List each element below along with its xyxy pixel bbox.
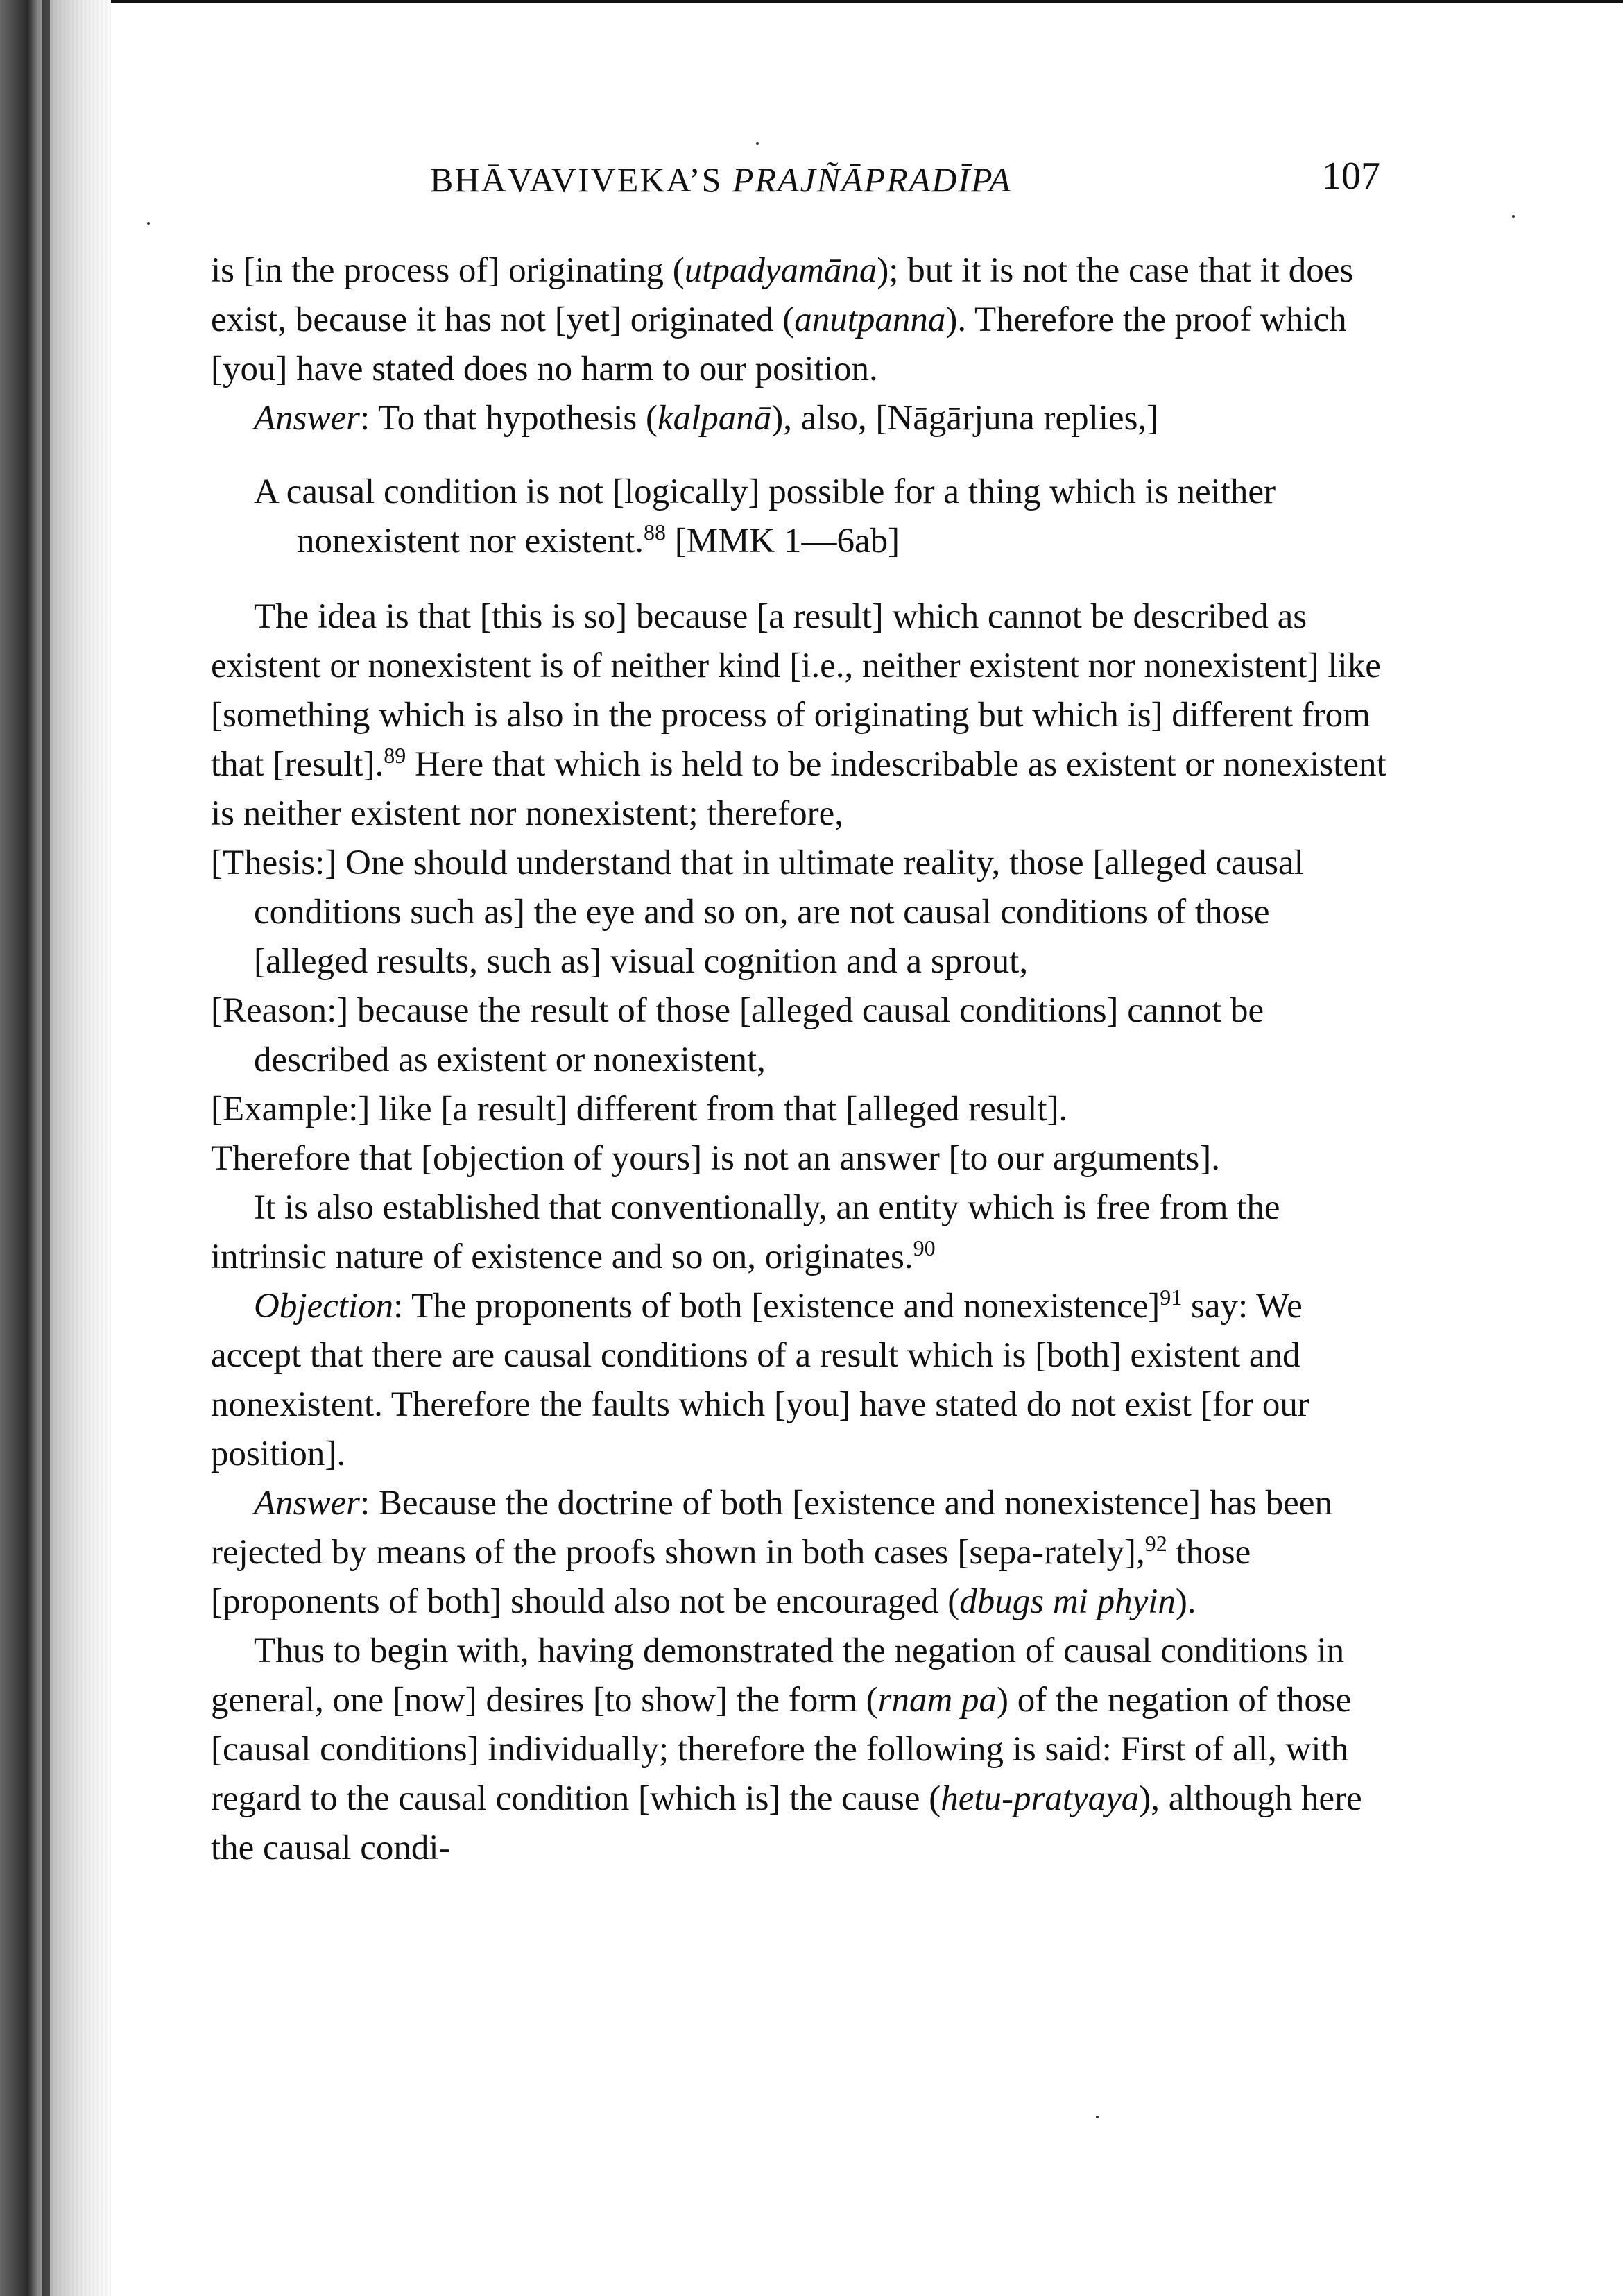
paragraph-3: The idea is that [this is so] because [a result] which cannot be described as existent or nonexistent is of neither kind [i.e., neither existent nor nonexistent] like [something which is also in the process of originating but which is] different from that [result].$^{89}$ Here that which is held to be indescribable as existent or nonexistent is neither existent nor nonexistent; therefore, <box>211 597 1386 833</box>
paragraph-5: It is also established that conventionally, an entity which is free from the intrinsic nature of existence and so on, originates.$^{90}$ <box>211 1188 1280 1276</box>
scan-speck <box>147 222 150 225</box>
page-number: 107 <box>1322 155 1380 198</box>
reason-item: [Reason:] because the result of those [alleged causal conditions] cannot be described as existent or nonexistent, <box>211 991 1264 1079</box>
example-item: [Example:] like [a result] different from that [alleged result]. <box>211 1090 1068 1129</box>
page-header <box>430 154 1380 203</box>
footnote-ref-92: 92 <box>1144 1531 1167 1556</box>
paragraph-objection: Objection: The proponents of both [existence and nonexistence]$^{91}$ say: We accept that there are causal conditions of a result which is [both] existent and nonexistent. Therefore the faults which [you] have stated do not exist [for our position]. <box>211 1285 1309 1473</box>
answer-label: Answer <box>254 399 360 438</box>
paragraph-answer-1: Answer: To that hypothesis (kalpanā), also, [Nāgārjuna replies,] <box>254 399 1159 438</box>
answer-label-2: Answer <box>254 1484 360 1523</box>
paragraph-4: Therefore that [objection of yours] is not an answer [to our arguments]. <box>211 1139 1220 1178</box>
footnote-ref-88: 88 <box>644 520 666 545</box>
scan-top-edge <box>0 0 1623 3</box>
scan-speck <box>756 142 759 145</box>
scan-speck <box>1512 215 1515 218</box>
book-gutter-line <box>42 0 50 2296</box>
scan-speck <box>1096 2116 1099 2118</box>
book-binding-shadow <box>0 0 111 2296</box>
paragraph-1: is [in the process of] originating (utpadyamāna); but it is not the case that it does exist, because it has not [yet] originated (anutpanna). Therefore the proof which [you] have stated does no harm to our position. <box>211 251 1354 388</box>
running-title: BHĀVAVIVEKA’S PRAJÑĀPRADĪPA <box>430 160 1012 199</box>
page-body <box>211 246 1390 1873</box>
running-title-italic: PRAJÑĀPRADĪPA <box>732 160 1012 199</box>
thesis-item: [Thesis:] One should understand that in ultimate reality, those [alleged causal conditions such as] the eye and so on, are not causal conditions of those [alleged results, such as] visual cognition and a sprout, <box>211 843 1304 981</box>
paragraph-8: Thus to begin with, having demonstrated the negation of causal conditions in general, one [now] desires [to show] the form (rnam pa) of the negation of those [causal conditions] individually; therefore the following is said: First of all, with regard to the causal condition [which is] the cause (hetu-pratyaya), although here the causal condi- <box>211 1631 1362 1867</box>
footnote-ref-90: 90 <box>913 1235 936 1260</box>
footnote-ref-91: 91 <box>1160 1285 1183 1310</box>
footnote-ref-89: 89 <box>384 743 406 768</box>
objection-label: Objection <box>254 1287 394 1326</box>
paragraph-answer-2: Answer: Because the doctrine of both [existence and nonexistence] has been rejected by means of the proofs shown in both cases [sepa-rately],$^{92}$ those [proponents of both] should also not be encouraged (dbugs mi phyin). <box>211 1484 1332 1621</box>
verse-quote: A causal condition is not [logically] possible for a thing which is neither nonexistent nor existent.$^{88}$ [MMK 1—6ab] <box>254 472 1276 560</box>
